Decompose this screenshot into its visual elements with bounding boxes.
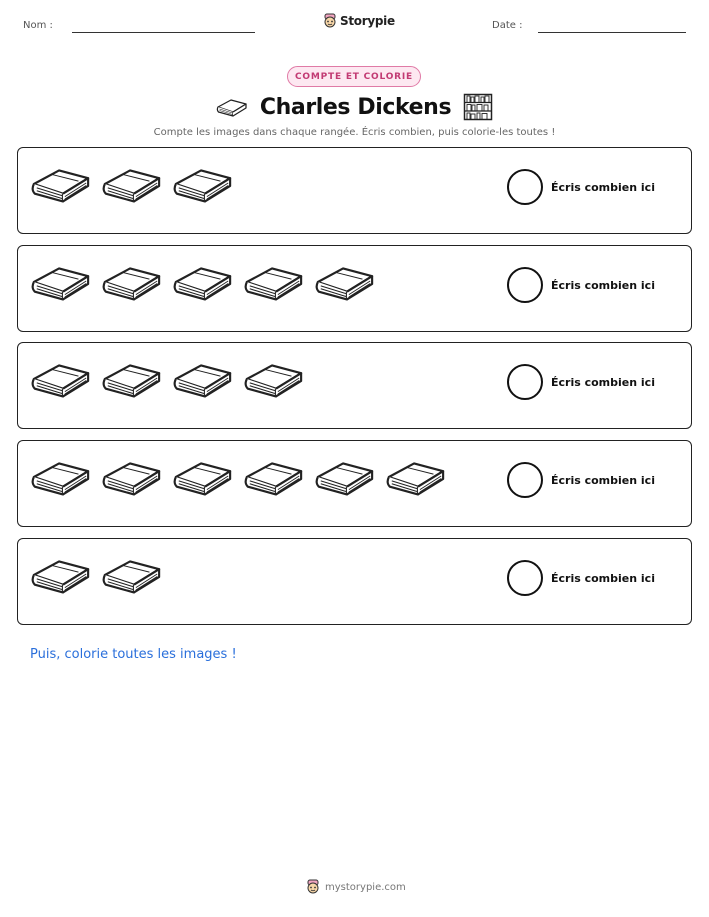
- answer-label: Écris combien ici: [551, 376, 655, 389]
- row-books: [30, 164, 234, 209]
- book-icon: [30, 262, 92, 307]
- book-icon: [314, 262, 376, 307]
- row-books: [30, 359, 305, 404]
- book-icon: [30, 164, 92, 209]
- activity-badge: COMPTE ET COLORIE: [287, 66, 421, 87]
- book-icon: [101, 164, 163, 209]
- answer-label: Écris combien ici: [551, 279, 655, 292]
- brand-name: Storypie: [340, 14, 395, 28]
- answer-circle[interactable]: [507, 267, 543, 303]
- row-books: [30, 457, 447, 502]
- answer-label: Écris combien ici: [551, 572, 655, 585]
- answer-circle[interactable]: [507, 169, 543, 205]
- book-icon: [30, 457, 92, 502]
- book-icon: [243, 457, 305, 502]
- storypie-logo-icon: [323, 13, 337, 29]
- instructions: Compte les images dans chaque rangée. Écris combien, puis colorie-les toutes !: [153, 127, 556, 138]
- book-icon: [30, 359, 92, 404]
- answer-label: Écris combien ici: [551, 474, 655, 487]
- name-label: Nom :: [23, 20, 53, 31]
- book-icon: [172, 164, 234, 209]
- count-row: [17, 245, 692, 332]
- book-icon: [30, 555, 92, 600]
- count-row: [17, 440, 692, 527]
- count-row: [17, 342, 692, 429]
- book-icon: [172, 262, 234, 307]
- book-icon: [101, 359, 163, 404]
- brand: [323, 13, 395, 29]
- book-icon: [385, 457, 447, 502]
- answer-circle[interactable]: [507, 364, 543, 400]
- row-books: [30, 555, 163, 600]
- book-icon: [243, 262, 305, 307]
- footer-note: Puis, colorie toutes les images !: [30, 647, 237, 662]
- count-row: [17, 147, 692, 234]
- book-icon: [172, 457, 234, 502]
- book-icon: [243, 359, 305, 404]
- answer-circle[interactable]: [507, 560, 543, 596]
- book-icon: [101, 262, 163, 307]
- book-icon: [101, 555, 163, 600]
- book-icon: [314, 457, 376, 502]
- date-line[interactable]: [538, 32, 686, 33]
- book-icon: [172, 359, 234, 404]
- answer-circle[interactable]: [507, 462, 543, 498]
- page-title: Charles Dickens: [259, 94, 452, 120]
- answer-label: Écris combien ici: [551, 181, 655, 194]
- count-row: [17, 538, 692, 625]
- footer-url[interactable]: mystorypie.com: [325, 881, 406, 893]
- book-icon: [101, 457, 163, 502]
- row-books: [30, 262, 376, 307]
- book-icon: [216, 97, 248, 117]
- bookshelf-icon: [463, 93, 493, 121]
- name-line[interactable]: [72, 32, 255, 33]
- date-label: Date :: [492, 20, 523, 31]
- title-row: [0, 91, 709, 123]
- footer: [306, 879, 406, 895]
- storypie-logo-icon: [306, 879, 320, 895]
